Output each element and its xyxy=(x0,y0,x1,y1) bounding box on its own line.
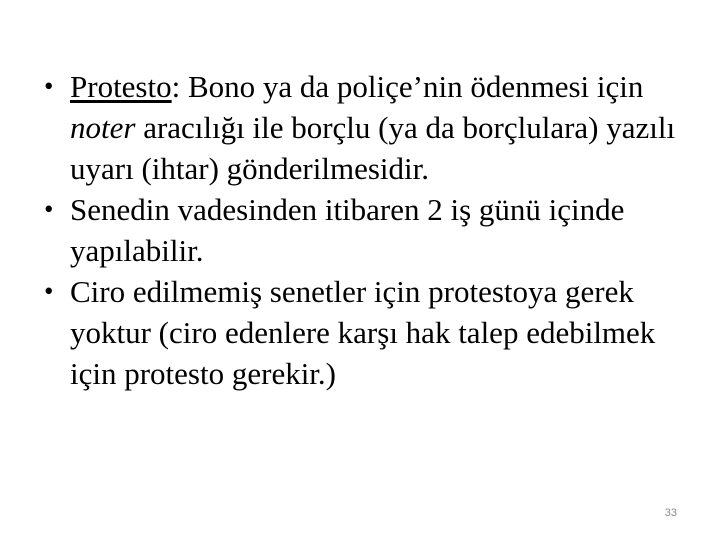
bullet-text: Ciro edilmemiş senetler için protestoya gerek yoktur (ciro edenlere karşı hak talep edebilmek için protesto gerekir.) xyxy=(70,274,656,391)
bullet-item-protesto xyxy=(44,66,684,189)
definition-rest: aracılığı ile borçlu (ya da borçlulara) yazılı uyarı (ihtar) gönderilmesidir. xyxy=(70,110,676,186)
bullet-text xyxy=(70,66,684,189)
bullet-item-timing xyxy=(44,189,684,271)
bullet-marker: • xyxy=(44,276,54,306)
bullet-list xyxy=(44,66,684,394)
bullet-item-ciro xyxy=(44,271,684,394)
bullet-marker: • xyxy=(44,194,54,224)
definition-start: : Bono ya da poliçe’nin ödenmesi için xyxy=(171,69,644,104)
italic-noter: noter xyxy=(70,110,136,145)
bullet-text: Senedin vadesinden itibaren 2 iş günü içinde yapılabilir. xyxy=(70,192,625,268)
page-number: 33 xyxy=(664,507,677,519)
bullet-marker: • xyxy=(44,71,54,101)
term-protesto: Protesto xyxy=(70,69,172,104)
